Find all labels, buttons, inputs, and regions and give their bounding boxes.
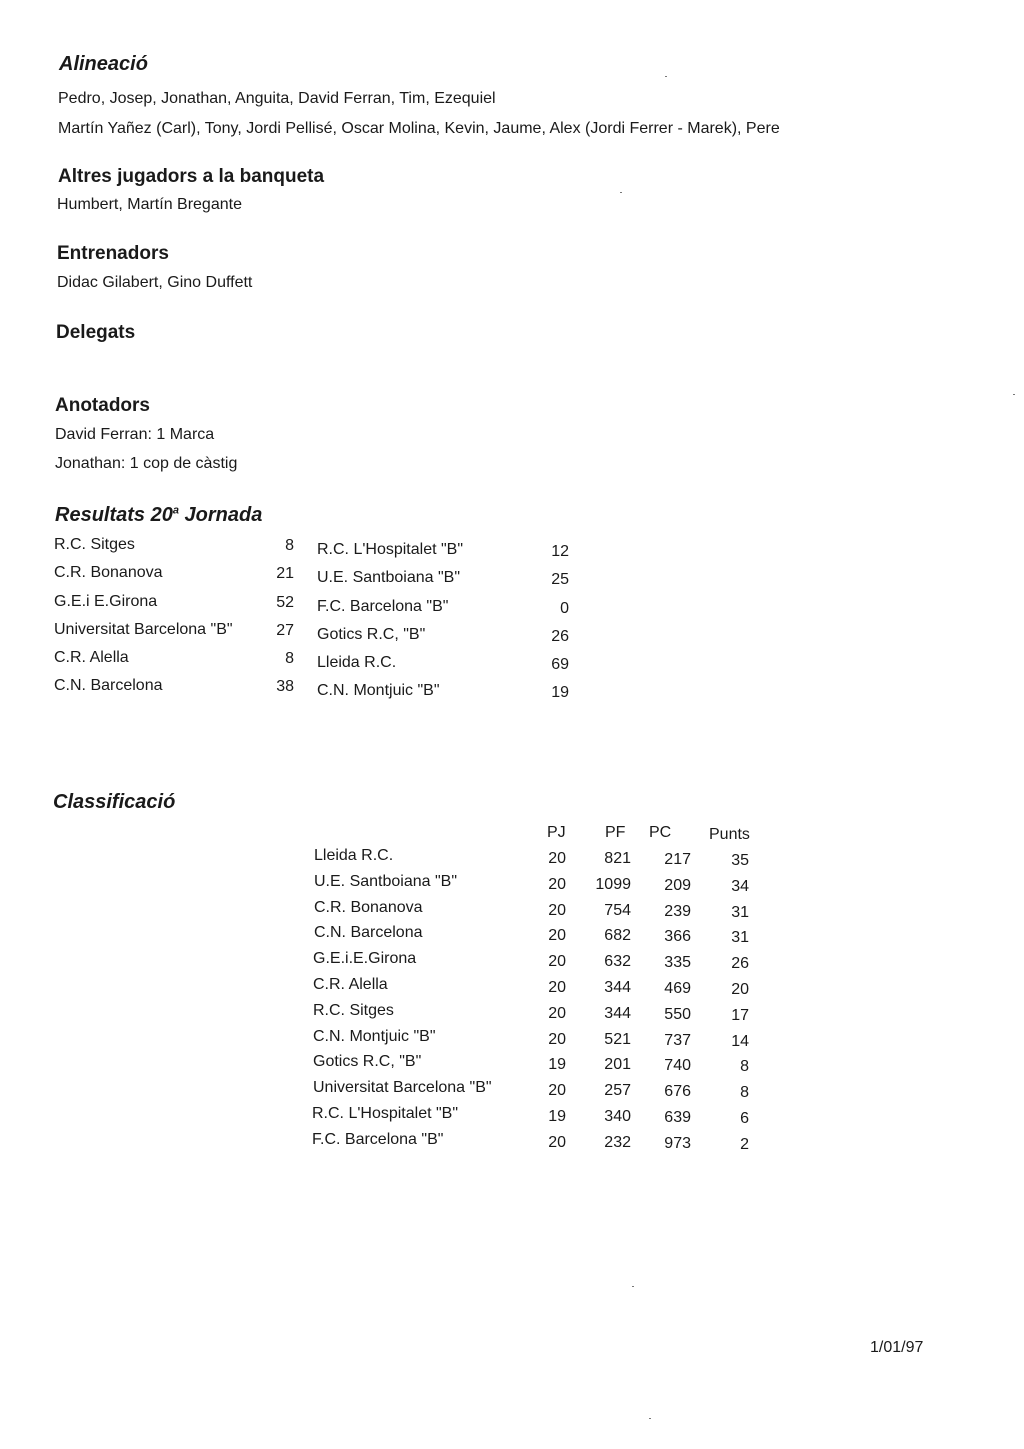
entrenadors-title: Entrenadors bbox=[57, 243, 169, 264]
standings-punts: 6 bbox=[740, 1110, 749, 1127]
standings-team: G.E.i.E.Girona bbox=[313, 950, 417, 967]
banqueta-text: Humbert, Martín Bregante bbox=[57, 196, 242, 213]
home-score: 27 bbox=[276, 622, 294, 639]
standings-pj: 20 bbox=[548, 979, 566, 996]
scan-speck bbox=[632, 1286, 634, 1287]
standings-punts: 31 bbox=[731, 929, 749, 946]
standings-team: R.C. L'Hospitalet "B" bbox=[312, 1105, 459, 1122]
home-score: 38 bbox=[276, 678, 294, 695]
standings-team: C.N. Montjuic "B" bbox=[313, 1028, 436, 1045]
standings-team: R.C. Sitges bbox=[313, 1002, 394, 1019]
standings-pc: 217 bbox=[664, 851, 691, 868]
standings-team: Universitat Barcelona "B" bbox=[313, 1079, 492, 1096]
banqueta-title: Altres jugadors a la banqueta bbox=[58, 166, 325, 187]
standings-punts: 35 bbox=[731, 852, 749, 869]
standings-pc: 209 bbox=[664, 877, 691, 894]
resultats-title: Resultats 20$^a$ Jornada bbox=[55, 504, 263, 526]
standings-pc: 639 bbox=[664, 1109, 691, 1126]
away-team: C.N. Montjuic "B" bbox=[317, 682, 440, 699]
standings-team: Lleida R.C. bbox=[314, 847, 394, 864]
standings-pc: 366 bbox=[664, 928, 691, 945]
standings-pc: 740 bbox=[664, 1057, 691, 1074]
standings-pj: 19 bbox=[548, 1056, 566, 1073]
standings-team: F.C. Barcelona "B" bbox=[312, 1131, 444, 1148]
home-team: G.E.i E.Girona bbox=[54, 593, 158, 610]
anotadors-title: Anotadors bbox=[55, 395, 150, 416]
standings-pf: 682 bbox=[604, 927, 631, 944]
away-team: Gotics R.C, "B" bbox=[317, 626, 426, 643]
standings-punts: 8 bbox=[740, 1084, 749, 1101]
standings-punts: 31 bbox=[731, 904, 749, 921]
home-team: C.R. Bonanova bbox=[54, 564, 163, 581]
away-team: U.E. Santboiana "B" bbox=[317, 569, 460, 586]
standings-pj: 20 bbox=[548, 850, 566, 867]
away-team: R.C. L'Hospitalet "B" bbox=[317, 541, 464, 558]
standings-punts: 8 bbox=[740, 1058, 749, 1075]
standings-pc: 550 bbox=[664, 1006, 691, 1023]
scan-speck bbox=[649, 1418, 651, 1419]
standings-pj: 20 bbox=[548, 953, 566, 970]
standings-team: C.R. Bonanova bbox=[314, 899, 423, 916]
home-score: 8 bbox=[285, 537, 294, 554]
away-score: 26 bbox=[551, 628, 569, 645]
alineacio-line-1: Pedro, Josep, Jonathan, Anguita, David Ferran, Tim, Ezequiel bbox=[58, 90, 496, 107]
header-punts: Punts bbox=[709, 826, 750, 843]
standings-pj: 20 bbox=[548, 1005, 566, 1022]
standings-team: U.E. Santboiana "B" bbox=[314, 873, 457, 890]
standings-pc: 737 bbox=[664, 1032, 691, 1049]
standings-pf: 344 bbox=[604, 1005, 631, 1022]
standings-team: Gotics R.C, "B" bbox=[313, 1053, 422, 1070]
header-pf: PF bbox=[605, 824, 626, 841]
standings-punts: 26 bbox=[731, 955, 749, 972]
standings-pj: 20 bbox=[548, 876, 566, 893]
delegats-title: Delegats bbox=[56, 322, 136, 343]
header-pc: PC bbox=[649, 824, 672, 841]
standings-pf: 1099 bbox=[595, 876, 631, 893]
scan-speck bbox=[665, 76, 667, 77]
alineacio-title: Alineació bbox=[59, 53, 148, 75]
standings-team: C.N. Barcelona bbox=[314, 924, 423, 941]
standings-pf: 754 bbox=[604, 902, 631, 919]
standings-pc: 676 bbox=[664, 1083, 691, 1100]
home-team: C.N. Barcelona bbox=[54, 677, 163, 694]
away-score: 25 bbox=[551, 571, 569, 588]
away-score: 69 bbox=[551, 656, 569, 673]
standings-pf: 632 bbox=[604, 953, 631, 970]
home-team: Universitat Barcelona "B" bbox=[54, 621, 233, 638]
standings-pj: 19 bbox=[548, 1108, 566, 1125]
entrenadors-text: Didac Gilabert, Gino Duffett bbox=[57, 274, 253, 291]
scan-speck bbox=[1013, 394, 1015, 395]
standings-punts: 20 bbox=[731, 981, 749, 998]
standings-pj: 20 bbox=[548, 1082, 566, 1099]
home-score: 8 bbox=[285, 650, 294, 667]
standings-pc: 973 bbox=[664, 1135, 691, 1152]
header-pj: PJ bbox=[547, 824, 566, 841]
away-team: Lleida R.C. bbox=[317, 654, 397, 671]
standings-punts: 17 bbox=[731, 1007, 749, 1024]
standings-pf: 344 bbox=[604, 979, 631, 996]
standings-pf: 340 bbox=[604, 1108, 631, 1125]
standings-pf: 257 bbox=[604, 1082, 631, 1099]
standings-pf: 821 bbox=[604, 850, 631, 867]
away-score: 0 bbox=[560, 600, 569, 617]
standings-punts: 34 bbox=[731, 878, 749, 895]
alineacio-line-2: Martín Yañez (Carl), Tony, Jordi Pellisé, Oscar Molina, Kevin, Jaume, Alex (Jordi Ferrer - Marek), Pere bbox=[58, 120, 780, 137]
home-score: 21 bbox=[276, 565, 294, 582]
anotador-line: Jonathan: 1 cop de càstig bbox=[55, 455, 238, 472]
away-team: F.C. Barcelona "B" bbox=[317, 598, 449, 615]
home-team: C.R. Alella bbox=[54, 649, 129, 666]
standings-pf: 232 bbox=[604, 1134, 631, 1151]
standings-pj: 20 bbox=[548, 902, 566, 919]
scan-speck bbox=[620, 192, 622, 193]
away-score: 19 bbox=[551, 684, 569, 701]
standings-punts: 14 bbox=[731, 1033, 749, 1050]
standings-pf: 521 bbox=[604, 1031, 631, 1048]
standings-pf: 201 bbox=[604, 1056, 631, 1073]
document-date: 1/01/97 bbox=[870, 1339, 924, 1356]
standings-pj: 20 bbox=[548, 927, 566, 944]
classificacio-title: Classificació bbox=[53, 791, 176, 813]
standings-pc: 469 bbox=[664, 980, 691, 997]
anotador-line: David Ferran: 1 Marca bbox=[55, 426, 215, 443]
standings-pc: 239 bbox=[664, 903, 691, 920]
standings-team: C.R. Alella bbox=[313, 976, 388, 993]
standings-pj: 20 bbox=[548, 1134, 566, 1151]
home-score: 52 bbox=[276, 594, 294, 611]
standings-pj: 20 bbox=[548, 1031, 566, 1048]
home-team: R.C. Sitges bbox=[54, 536, 135, 553]
standings-punts: 2 bbox=[740, 1136, 749, 1153]
standings-pc: 335 bbox=[664, 954, 691, 971]
away-score: 12 bbox=[551, 543, 569, 560]
